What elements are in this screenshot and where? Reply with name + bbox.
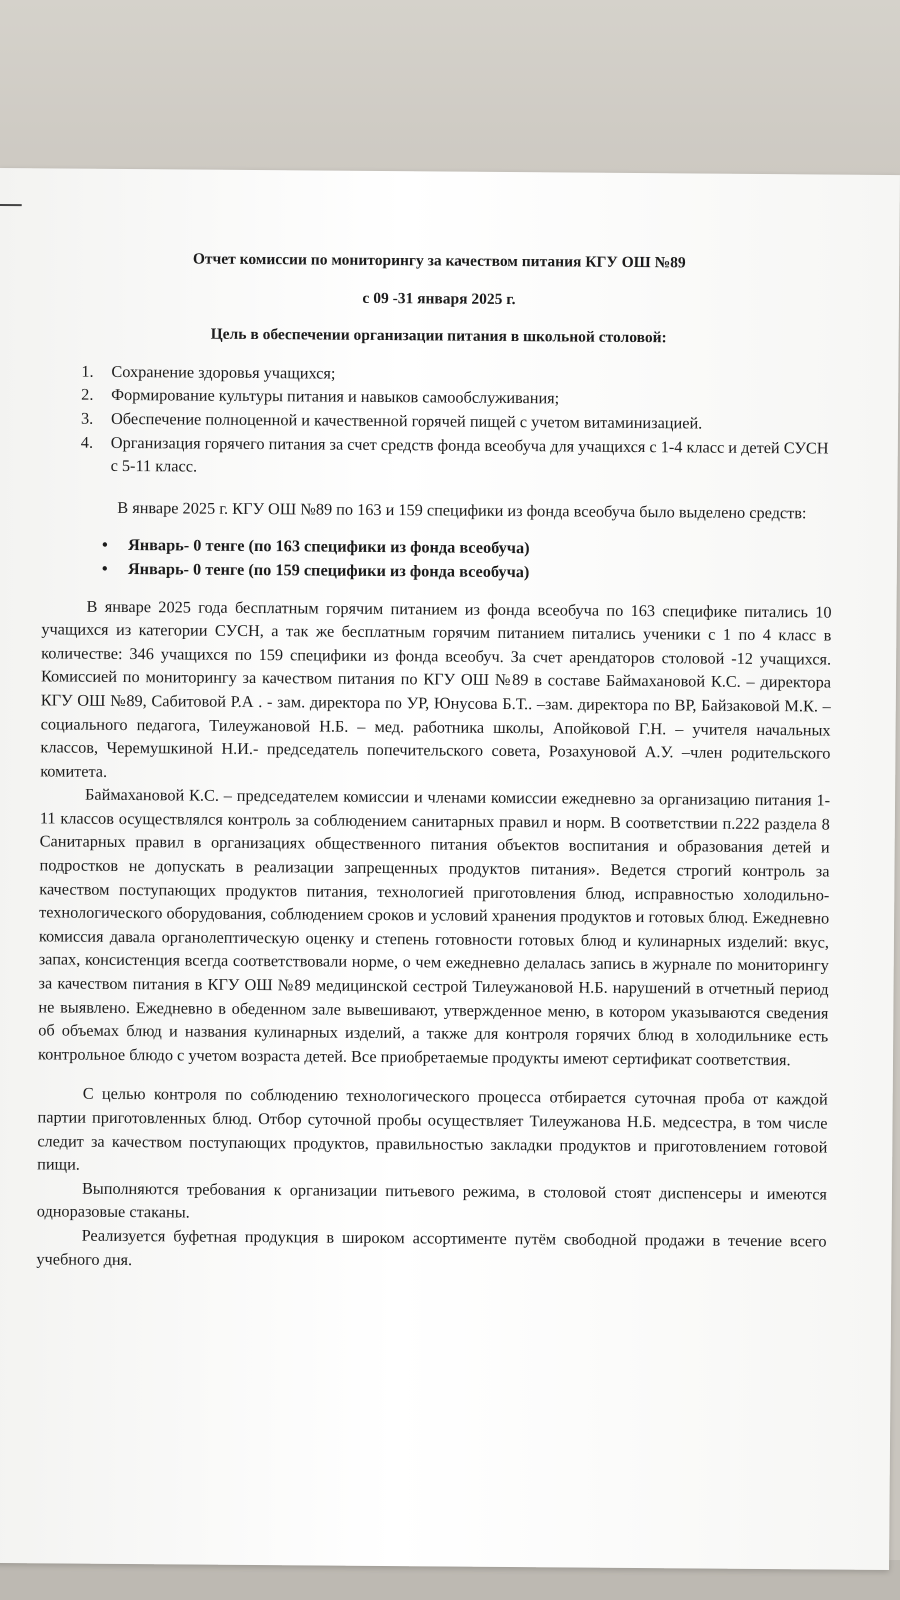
paragraph-meals: В январе 2025 года бесплатным горячим питанием из фонда всеобуча по 163 специфике питались 10 учащихся из категории СУСН, а так же бесплатным горячим питанием питались ученики с 1 по 4 класс в количестве: 346 учащихся по 159 специфики из фонда всеобуч. За счет арендаторов столовой -12 учащихся. Комиссией по мониторингу за качеством питания по КГУ ОШ №89 в составе Баймахановой К.С. – директора КГУ ОШ №89, Сабитовой Р.А . - зам. директора по УР, Юнусова Б.Т.. –зам. директора по ВР, Байзаковой М.К. –социального педагога, Тилеужановой Н.Б. – мед. работника школы, Апойковой Г.Н. – учителя начальных классов, Черемушкиной Н.И.- председатель попечительского совета, Розахуновой А.У. –член родительского комитета. <box>40 596 832 781</box>
funding-intro: В январе 2025 г. КГУ ОШ №89 по 163 и 159 специфики из фонда всеобуча было выделено средств: <box>117 497 807 523</box>
goals-list <box>43 359 834 483</box>
document-body <box>36 246 834 1276</box>
paragraph-daily-sample: С целью контроля по соблюдению технологического процесса отбирается суточная проба от каждой партии приготовленных блюд. Отбор суточной пробы осуществляет Тилеужанова Н.Б. медсестра, в том числе следит за качеством поступающих продуктов, правильностью закладки продуктов и приготовлением готовой пищи. <box>37 1084 828 1174</box>
paragraph-control: Баймахановой К.С. – председателем комиссии и членами комиссии ежедневно за организацию питания 1-11 классов осуществлялся контроль за соблюдением санитарных правил и норм. В соответствии п.222 раздела 8 Санитарных правил в организациях общественного питания объектов воспитания и образования детей и подростков не допускать в реализации запрещенных продуктов питания». Ведется строгий контроль за качеством поступающих продуктов питания, технологией приготовления блюд, исправностью холодильно-технологического оборудования, соблюдением сроков и условий хранения продуктов и готовых блюд. Ежедневно комиссия давала органолептическую оценку и степень готовности готовых блюд и кулинарных изделий: вкус, запах, консистенция всегда соответствовали норме, о чем ежедневно делалась запись в журнале по мониторингу за качеством питания в КГУ ОШ №89 медицинской сестрой Тилеужановой Н.Б. нарушений в отчетный период не выявлено. Ежедневно в обеденном зале вывешивают, утвержденное меню, в котором указываются сведения об объемах блюд и названия кулинарных изделий, а также для контроля горячих блюд в холодильнике есть контрольное блюдо с учетом возраста детей. Все приобретаемые продукты имеют сертификат соответствия. <box>37 784 831 1070</box>
bullet-icon: • <box>101 535 108 555</box>
list-item: 4. Организация горячего питания за счет средств фонда всеобуча для учащихся с 1-4 класс и детей СУСН с 5-11 класс. <box>80 432 829 476</box>
list-item: • Январь- 0 тенге (по 163 специфики из фонда всеобуча) <box>101 535 530 558</box>
funding-list <box>42 533 832 586</box>
title-line-1: Отчет комиссии по мониторингу за качеством питания КГУ ОШ №89 <box>192 250 686 272</box>
list-item: 3. Обеспечение полноценной и качественной горячей пищей с учетом витаминизацией. <box>80 408 703 433</box>
list-item: 2. Формирование культуры питания и навыков самообслуживания; <box>81 385 560 408</box>
paper-sheet <box>0 168 900 1570</box>
pen-mark <box>0 204 22 206</box>
goal-heading: Цель в обеспечении организации питания в школьной столовой: <box>210 325 667 347</box>
document-title <box>44 246 835 351</box>
list-item: • Январь- 0 тенге (по 159 специфики из фонда всеобуча) <box>101 558 530 582</box>
paragraph-drinking: Выполняются требования к организации питьевого режима, в столовой стоят диспенсеры и имеются одноразовые стаканы. <box>36 1178 828 1222</box>
bullet-icon: • <box>101 558 108 578</box>
paragraph-buffet: Реализуется буфетная продукция в широком ассортименте путём свободной продажи в течение всего учебного дня. <box>36 1225 827 1269</box>
title-line-2: с 09 -31 января 2025 г. <box>362 289 516 308</box>
list-item: 1. Сохранение здоровья учащихся; <box>81 361 336 383</box>
background-wall <box>0 0 900 175</box>
